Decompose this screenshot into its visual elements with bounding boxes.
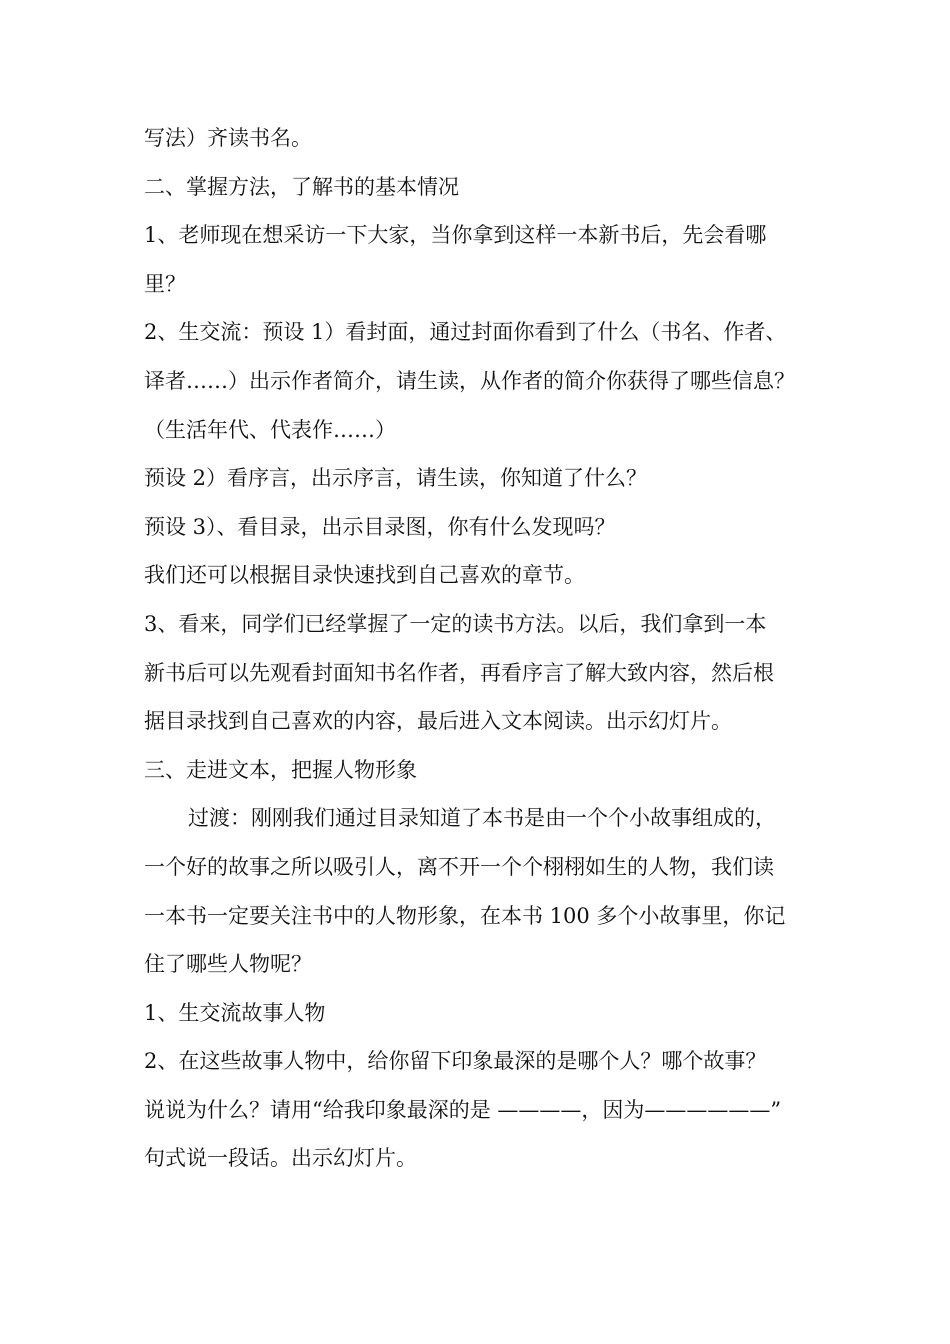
text-line: （生活年代、代表作……） — [144, 417, 396, 442]
text-line: 写法）齐读书名。 — [144, 126, 312, 150]
text-line: 预设 2）看序言，出示序言，请生读，你知道了什么？ — [144, 466, 648, 491]
text-line: 说说为什么？请用“给我印象最深的是 ————，因为——————” — [144, 1097, 782, 1122]
text-line: 译者……）出示作者简介，请生读，从作者的简介你获得了哪些信息？ — [144, 368, 795, 393]
text-line: 1、生交流故事人物 — [144, 1000, 326, 1025]
text-line: 住了哪些人物呢？ — [144, 952, 312, 977]
text-line: 里？ — [144, 271, 186, 296]
text-line: 句式说一段话。出示幻灯片。 — [144, 1146, 417, 1171]
section-heading: 二、掌握方法，了解书的基本情况 — [144, 174, 459, 199]
text-line: 我们还可以根据目录快速找到自己喜欢的章节。 — [144, 563, 585, 588]
text-line: 据目录找到自己喜欢的内容，最后进入文本阅读。出示幻灯片。 — [144, 709, 732, 734]
text-line: 预设 3）、看目录，出示目录图，你有什么发现吗？ — [144, 514, 616, 539]
text-line: 一本书一定要关注书中的人物形象，在本书 100 多个小故事里，你记 — [144, 903, 786, 928]
section-heading: 三、走进文本，把握人物形象 — [144, 757, 417, 782]
text-line: 过渡：刚刚我们通过目录知道了本书是由一个个小故事组成的， — [188, 806, 776, 831]
text-line: 新书后可以先观看封面知书名作者，再看序言了解大致内容，然后根 — [144, 660, 774, 685]
text-line: 一个好的故事之所以吸引人，离不开一个个栩栩如生的人物，我们读 — [144, 854, 774, 879]
body-text — [144, 114, 814, 1183]
text-line: 1、老师现在想采访一下大家，当你拿到这样一本新书后，先会看哪 — [144, 223, 767, 248]
text-line: 2、生交流：预设 1）看封面，通过封面你看到了什么（书名、作者、 — [144, 320, 787, 345]
text-line: 2、在这些故事人物中，给你留下印象最深的是哪个人？哪个故事？ — [144, 1049, 767, 1074]
text-line: 3、看来，同学们已经掌握了一定的读书方法。以后，我们拿到一本 — [144, 611, 767, 636]
